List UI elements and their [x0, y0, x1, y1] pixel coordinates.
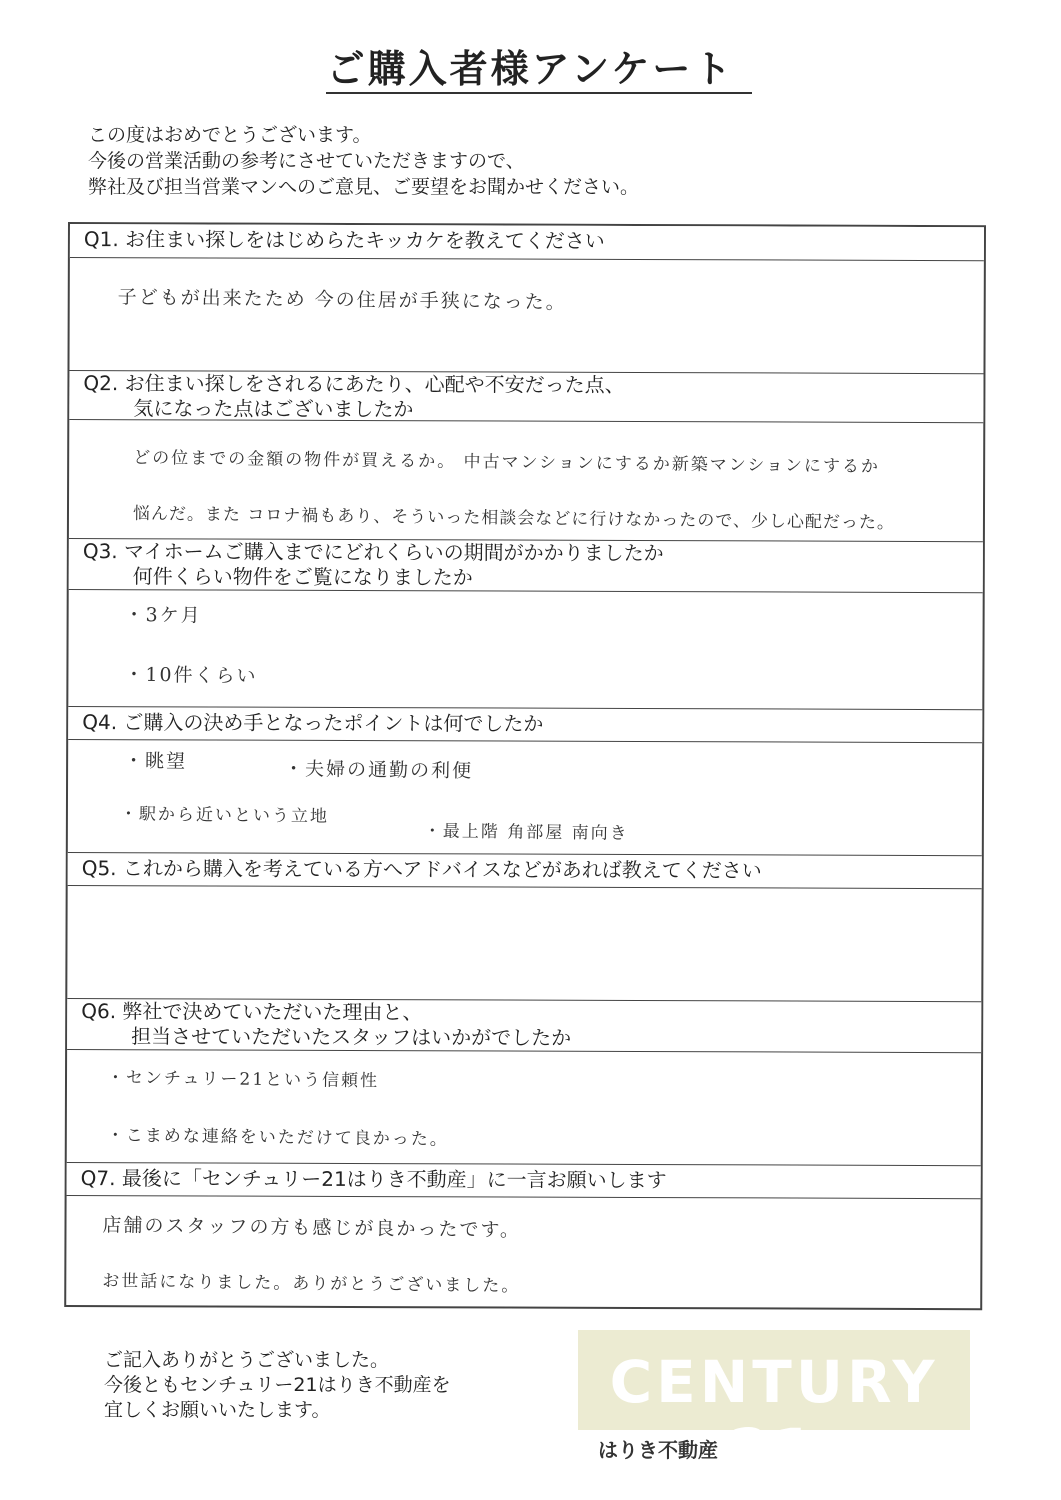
answer-1-line-1: 子どもが出来たため 今の住居が手狭になった。 — [117, 286, 567, 314]
answer-7-line-2: お世話になりました。ありがとうございました。 — [102, 1271, 521, 1297]
intro-line: 今後の営業活動の参考にさせていただきますので、 — [88, 150, 525, 172]
question-7-text: Q7. 最後に「センチュリー21はりき不動産」に一言お願いします — [80, 1166, 667, 1193]
intro-line: 弊社及び担当営業マンへのご意見、ご要望をお聞かせください。 — [88, 176, 640, 198]
answer-3-line-2: ・10件くらい — [124, 663, 258, 688]
question-3-line-1: Q3. マイホームご購入までにどれくらいの期間がかかりましたか — [82, 539, 664, 566]
question-2-line-2: 気になった点はございましたか — [133, 396, 414, 422]
question-5 — [68, 852, 982, 889]
question-6-line-1: Q6. 弊社で決めていただいた理由と、 — [81, 999, 423, 1025]
answer-3-line-1: ・3ケ月 — [124, 603, 202, 627]
answer-6-line-1: ・センチュリー21という信頼性 — [106, 1067, 380, 1092]
answer-2-line-1: どの位までの金額の物件が買えるか。 中古マンションにするか新築マンションにするか — [133, 447, 881, 478]
closing-line: 今後ともセンチュリー21はりき不動産を — [104, 1374, 451, 1396]
answer-2-line-2: 悩んだ。また コロナ禍もあり、そういった相談会などに行けなかったので、少し心配だった。 — [132, 503, 896, 534]
company-name: はりき不動産 — [598, 1438, 718, 1462]
closing-message — [104, 1348, 451, 1423]
question-4 — [68, 706, 982, 743]
page-title: ご購入者様アンケート — [326, 47, 735, 91]
logo-brand-text: CENTURY 21 — [609, 1348, 939, 1484]
question-2-line-1: Q2. お住まい探しをされるにあたり、心配や不安だった点、 — [83, 371, 625, 397]
closing-line: 宜しくお願いいたします。 — [104, 1399, 331, 1421]
question-3-line-2: 何件くらい物件をご覧になりましたか — [132, 564, 473, 590]
closing-line: ご記入ありがとうございました。 — [104, 1349, 390, 1371]
answer-4-item-4: ・最上階 角部屋 南向き — [423, 821, 629, 844]
question-6-line-2: 担当させていただいたスタッフはいかがでしたか — [131, 1024, 572, 1050]
intro-text — [88, 122, 639, 200]
question-2 — [69, 370, 983, 423]
answer-7-line-1: 店舗のスタッフの方も感じが良かったです。 — [102, 1214, 522, 1242]
question-1 — [70, 224, 984, 261]
question-1-text: Q1. お住まい探しをはじめらたキッカケを教えてください — [83, 227, 605, 253]
question-3 — [69, 538, 983, 593]
question-4-text: Q4. ご購入の決め手となったポイントは何でしたか — [82, 710, 544, 736]
question-6 — [67, 998, 981, 1053]
question-5-text: Q5. これから購入を考えている方へアドバイスなどがあれば教えてください — [81, 856, 762, 883]
survey-form — [64, 222, 986, 1310]
answer-6-line-2: ・こまめな連絡をいただけて良かった。 — [106, 1125, 449, 1150]
answer-4-item-3: ・駅から近いという立地 — [119, 804, 330, 827]
intro-line: この度はおめでとうございます。 — [88, 124, 372, 146]
answer-4-item-2: ・夫婦の通勤の利便 — [283, 757, 474, 783]
title-underline — [326, 92, 752, 94]
question-7 — [67, 1162, 981, 1199]
answer-4-item-1: ・眺望 — [123, 749, 188, 773]
